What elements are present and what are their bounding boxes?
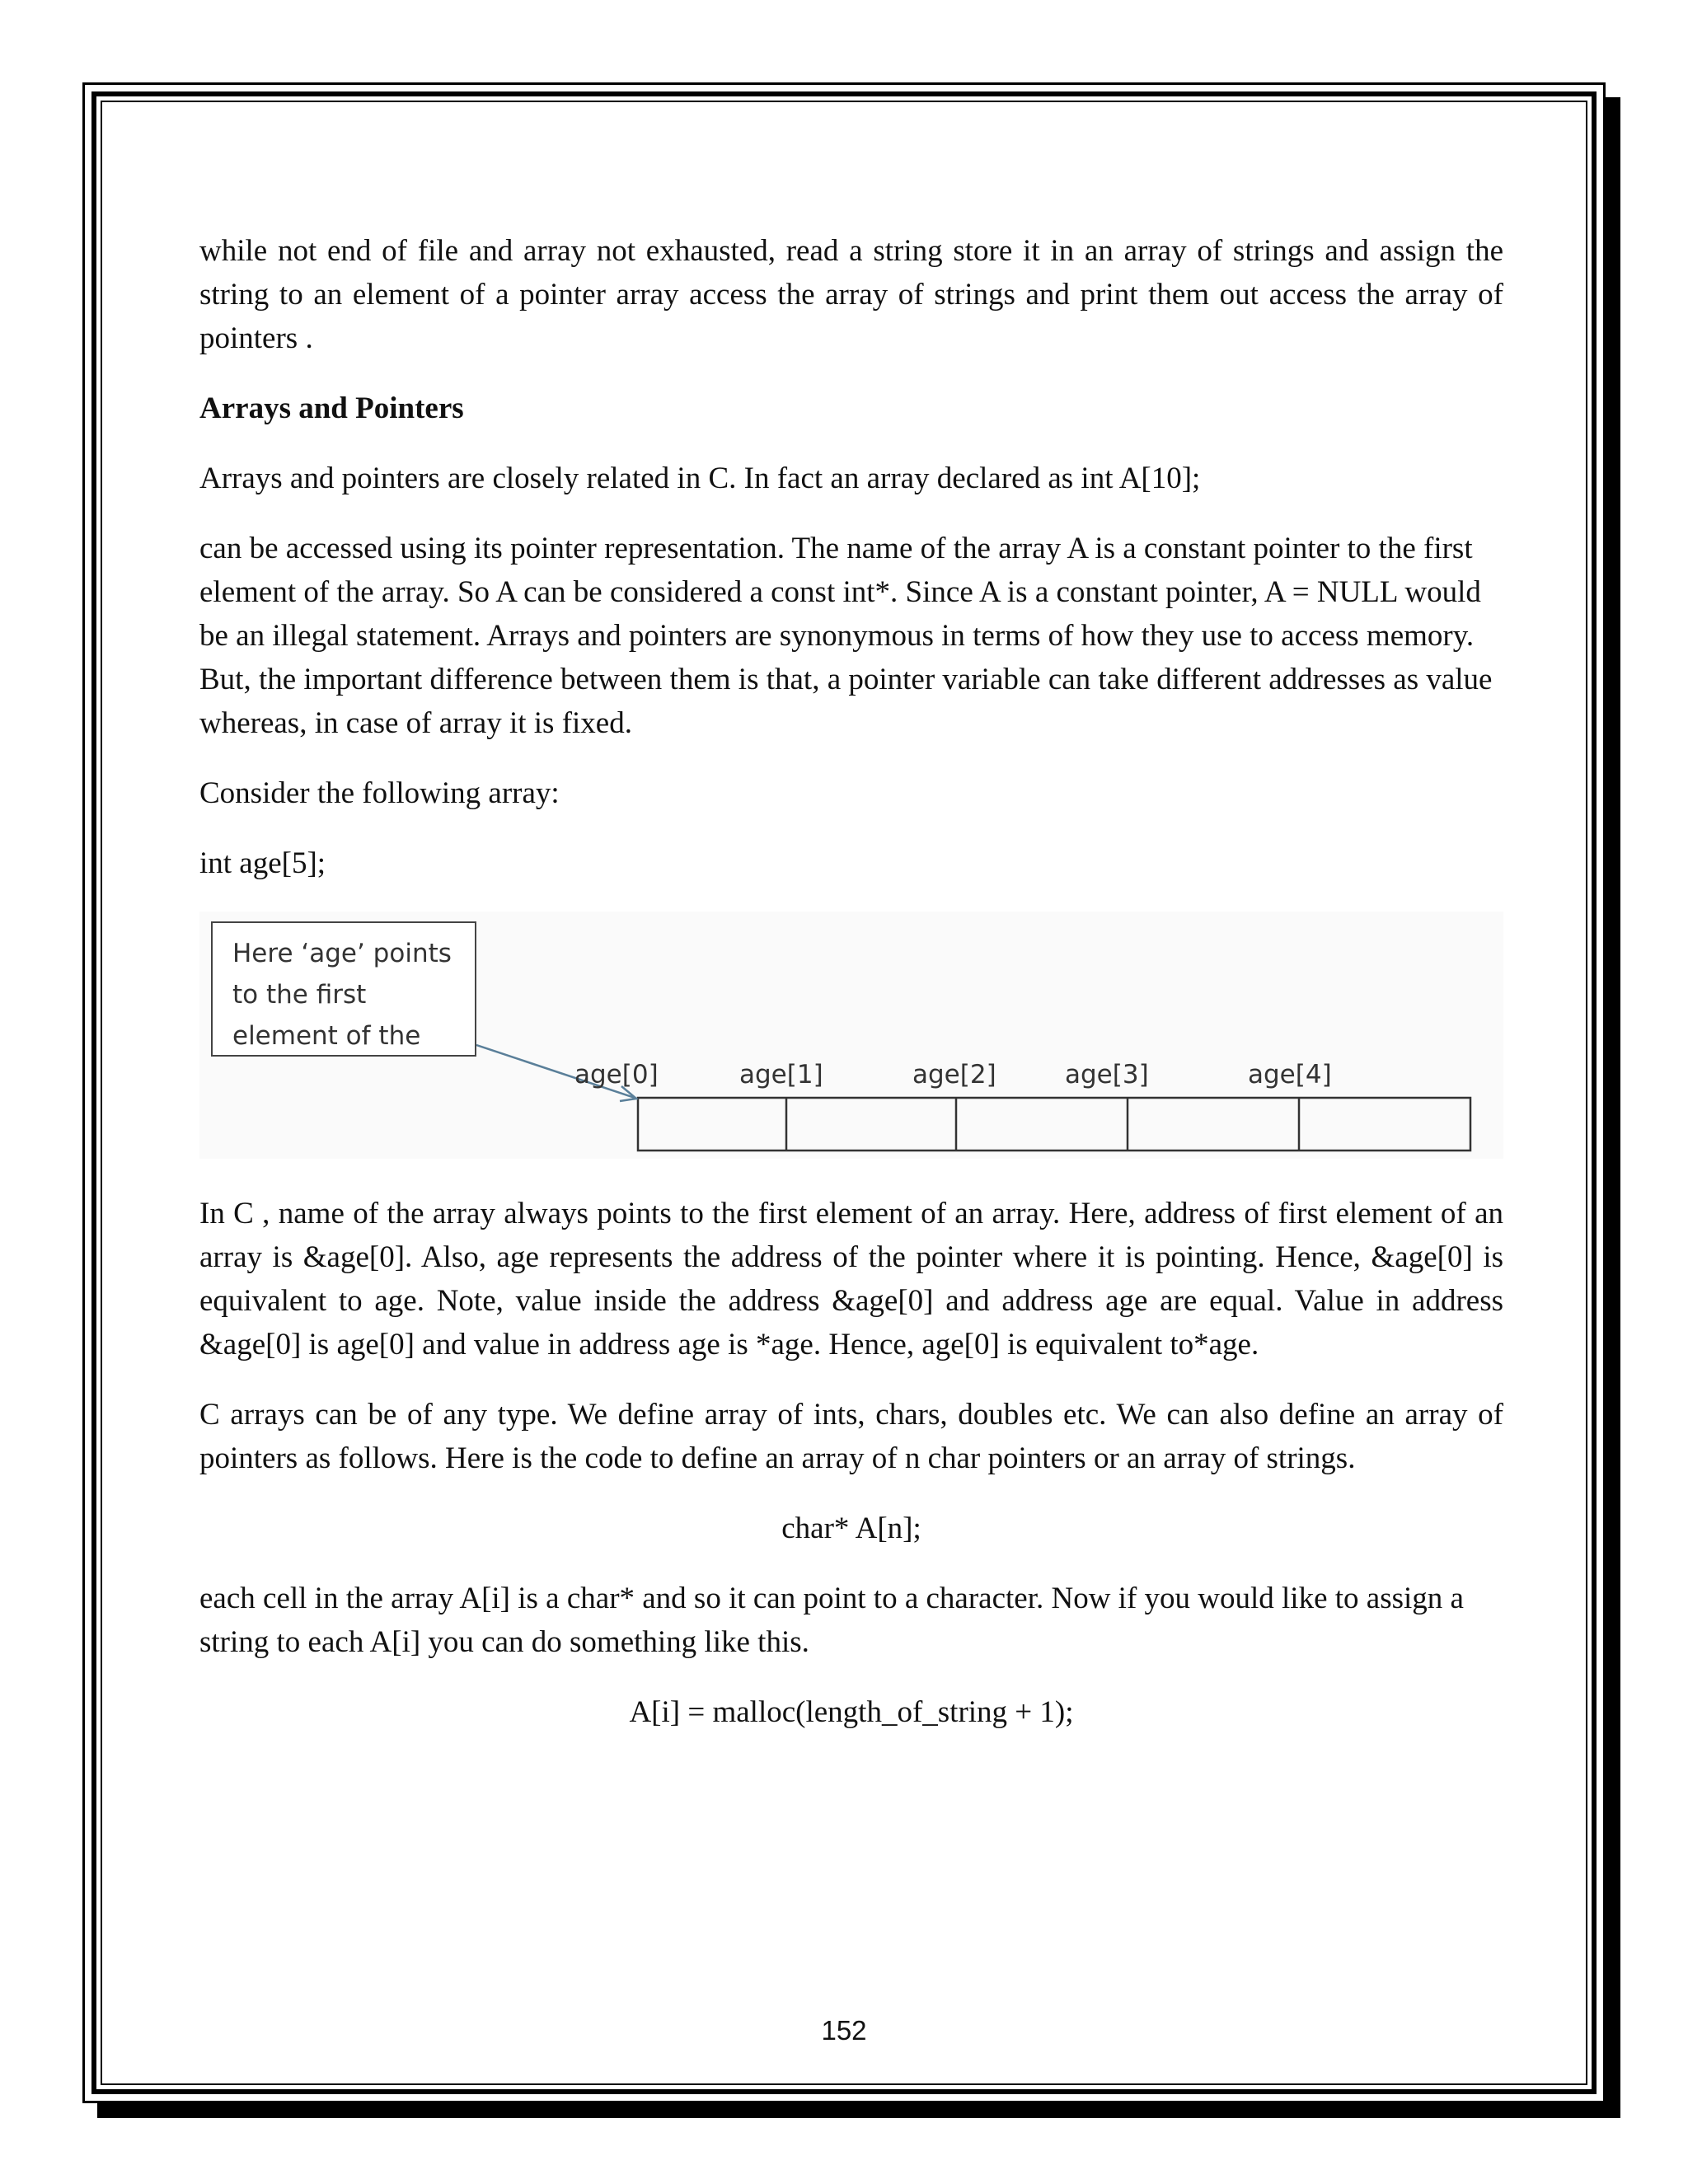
callout-line-3: element of the (232, 1021, 421, 1051)
cell-label-0: age[0] (574, 1060, 659, 1090)
intro-paragraph: while not end of file and array not exhausted, read a string store it in an array of strings and assign the string to an element of a pointer array access the array of strings and print them out access the array of pointers . (199, 234, 1503, 355)
page-number: 152 (821, 2015, 867, 2046)
code-char-pointer-array: char* A[n]; (781, 1511, 921, 1545)
array-diagram (199, 912, 1503, 1159)
code-malloc: A[i] = malloc(length_of_string + 1); (629, 1695, 1074, 1729)
paragraph-array-types: C arrays can be of any type. We define array of ints, chars, doubles etc. We can also define an array of pointers as follows. Here is the code to define an array of n char pointers or an array of strings. (199, 1398, 1503, 1475)
paragraph-array-name: In C , name of the array always points to the first element of an array. Here, address of first element of an array is &age[0]. Also, age represents the address of the pointer where it is pointing. Hence, &age[0] is equivalent to age. Note, value inside the address &age[0] and address age are equal. Value in address &age[0] is age[0] and value in address age is *age. Hence, age[0] is equivalent to*age. (199, 1197, 1503, 1361)
paragraph-consider: Consider the following array: (199, 776, 560, 810)
paragraph-arrays-pointers: Arrays and pointers are closely related in C. In fact an array declared as int A[10]; (199, 462, 1201, 495)
callout-line-1: Here ‘age’ points (232, 939, 452, 968)
cell-label-3: age[3] (1065, 1060, 1149, 1090)
paragraph-pointer-representation: can be accessed using its pointer representation. The name of the array A is a constant pointer to the first element of the array. So A can be considered a const int*. Since A is a constant pointer, A = NULL would be an illegal statement. Arrays and pointers are synonymous in terms of how they use to access memory. But, the important difference between them is that, a pointer variable can take different addresses as value whereas, in case of array it is fixed. (199, 532, 1493, 740)
cell-label-1: age[1] (739, 1060, 823, 1090)
cell-label-4: age[4] (1248, 1060, 1332, 1090)
callout-line-2: to the first (232, 980, 367, 1010)
page-content (199, 229, 1503, 1760)
cell-label-2: age[2] (912, 1060, 996, 1090)
code-declaration: int age[5]; (199, 846, 326, 880)
section-heading: Arrays and Pointers (199, 391, 464, 425)
paragraph-each-cell: each cell in the array A[i] is a char* and so it can point to a character. Now if you would like to assign a string to each A[i] you can do something like this. (199, 1582, 1464, 1659)
callout-box (211, 921, 476, 1057)
